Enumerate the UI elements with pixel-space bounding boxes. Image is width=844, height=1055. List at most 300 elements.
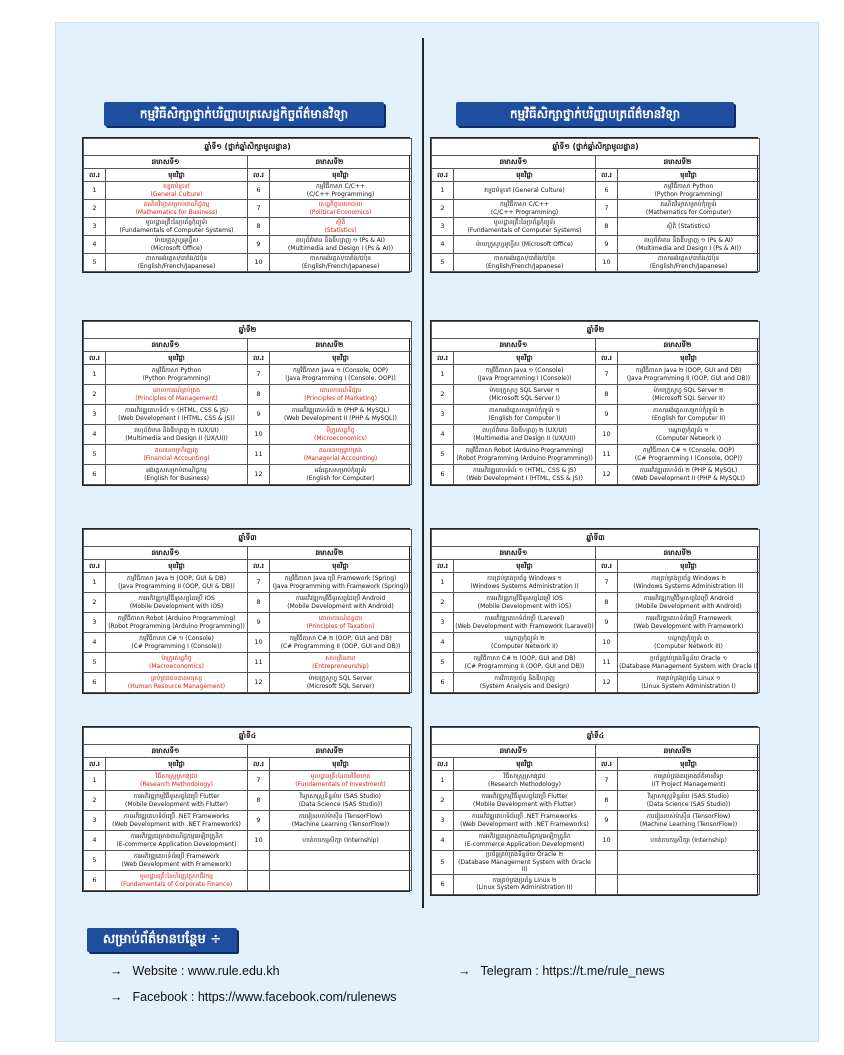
- website-line[interactable]: [110, 964, 280, 978]
- subject-khmer-name: ហាត់ការកម្មសិក្សា (Internship): [302, 836, 379, 844]
- number-header: ល.រ: [432, 352, 454, 365]
- semester-2-header: ឆមាសទី២: [248, 339, 412, 352]
- row-number: 8: [596, 385, 618, 405]
- subject-english-name: (English/French/Japanese): [137, 262, 216, 270]
- subject-khmer-name: មូលដ្ឋានគ្រឹះនៃការវិនិយោគ: [310, 773, 371, 780]
- row-number: 6: [432, 874, 454, 894]
- row-number: 2: [432, 791, 454, 811]
- subject-khmer-name: គោលការណ៍គ្រប់គ្រង: [152, 387, 201, 394]
- subject-khmer-name: សហគ្រិនភាព: [325, 655, 356, 662]
- subject-english-name: (Windows Systems Administration II): [633, 582, 744, 590]
- subject-cell: [270, 593, 412, 613]
- table-row: [84, 811, 412, 831]
- semester-1-header: ឆមាសទី១: [84, 156, 248, 169]
- subject-english-name: (Microsoft SQL Server I): [488, 394, 561, 402]
- subject-cell: [618, 445, 760, 465]
- subject-khmer-name: វិទ្យាសាស្ត្រទិន្នន័យ (SAS Studio): [300, 793, 382, 800]
- subject-khmer-name: ម៉ាយក្រូសូហ្វអូហ្វីស: [154, 237, 199, 244]
- subject-cell: [618, 593, 760, 613]
- subject-english-name: (English for Computer I): [488, 414, 561, 422]
- number-header: ល.រ: [432, 169, 454, 182]
- subject-cell: [454, 771, 596, 791]
- subject-english-name: (Entrepreneurship): [312, 662, 369, 670]
- subject-english-name: (Fundamentals of Computer Systems): [119, 226, 234, 234]
- subject-cell: [454, 851, 596, 875]
- number-header: ល.រ: [432, 560, 454, 573]
- subject-cell: [454, 218, 596, 236]
- subject-english-name: (Web Development with Framework): [633, 622, 744, 630]
- table-row: [84, 254, 412, 272]
- subject-cell: [454, 425, 596, 445]
- subject-english-name: (Web Development I (HTML, CSS & JS)): [466, 474, 583, 482]
- subject-cell: [106, 871, 248, 891]
- subject-cell: [454, 791, 596, 811]
- subject-cell: [106, 633, 248, 653]
- table-row: [84, 791, 412, 811]
- number-header: ល.រ: [596, 758, 618, 771]
- year-title: ឆ្នាំទី៤: [84, 728, 412, 745]
- subject-english-name: (Database Management System with Oracle I): [619, 662, 758, 670]
- year-title: ឆ្នាំទី១ (ថ្នាក់ឆ្នាំសិក្សាមូលដ្ឋាន): [84, 139, 412, 156]
- row-number: 1: [84, 573, 106, 593]
- subject-khmer-name: ភាសាអង់គ្លេស/បារាំង/ជប៉ុន: [145, 255, 208, 262]
- subject-khmer-name: កម្មវិធីភាសា Java ប្រើ Framework (Spring): [284, 575, 397, 582]
- subject-cell: [270, 200, 412, 218]
- row-number: 3: [84, 218, 106, 236]
- row-number: 4: [432, 633, 454, 653]
- row-number: 6: [596, 182, 618, 200]
- row-number: 8: [248, 385, 270, 405]
- subject-header: មុខវិជ្ជា: [270, 758, 412, 771]
- subject-cell: [454, 182, 596, 200]
- number-header: ល.រ: [248, 169, 270, 182]
- number-header: ល.រ: [248, 352, 270, 365]
- subject-cell: [270, 811, 412, 831]
- row-number: [596, 874, 618, 894]
- year-title: ឆ្នាំទី៣: [84, 530, 412, 547]
- subject-cell: [106, 831, 248, 851]
- subject-cell: [106, 445, 248, 465]
- subject-header: មុខវិជ្ជា: [270, 560, 412, 573]
- subject-khmer-name: ពហុព័ត៌មាន និងឌីហ្សាញ ១ (Ps & AI): [643, 237, 734, 244]
- subject-cell: [270, 365, 412, 385]
- subject-english-name: (Microeconomics): [314, 434, 367, 442]
- table-row: [432, 465, 760, 485]
- table-row: [84, 871, 412, 891]
- row-number: 7: [596, 573, 618, 593]
- table-row: [84, 673, 412, 693]
- subject-cell: [106, 182, 248, 200]
- table-row: [432, 593, 760, 613]
- row-number: 5: [84, 254, 106, 272]
- subject-khmer-name: ម៉ាយក្រូសូហ្វ SQL Server ២: [653, 387, 724, 394]
- subject-english-name: (Web Development with .NET Frameworks): [460, 820, 589, 828]
- subject-english-name: (Financial Accounting): [143, 454, 210, 462]
- subject-cell: [270, 573, 412, 593]
- subject-khmer-name: ការអភិវឌ្ឍគេហទំព័រ ២ (PHP & MySQL): [639, 467, 738, 474]
- semester-1-header: ឆមាសទី១: [432, 745, 596, 758]
- row-number: 9: [248, 236, 270, 254]
- subject-english-name: (Web Development II (PHP & MySQL)): [284, 414, 397, 422]
- subject-english-name: (C# Programming II (OOP, GUI and DB)): [280, 642, 401, 650]
- number-header: ល.រ: [432, 758, 454, 771]
- row-number: 1: [84, 365, 106, 385]
- row-number: 2: [84, 791, 106, 811]
- subject-cell: [454, 811, 596, 831]
- table-row: [84, 405, 412, 425]
- subject-khmer-name: កម្មវិធីភាសា C# ១ (Console, OOP): [642, 447, 735, 454]
- row-number: 3: [84, 613, 106, 633]
- row-number: 6: [84, 673, 106, 693]
- row-number: 8: [248, 218, 270, 236]
- subject-english-name: (Java Programming with Framework (Spring)): [272, 582, 409, 590]
- year-title: ឆ្នាំទី១ (ថ្នាក់ឆ្នាំសិក្សាមូលដ្ឋាន): [432, 139, 760, 156]
- subject-cell: [106, 465, 248, 485]
- subject-english-name: (Web Development with Framework (Laravel)): [455, 622, 594, 630]
- row-number: 10: [596, 425, 618, 445]
- subject-khmer-name: គណនេយ្យគ្រប់គ្រង: [318, 447, 363, 454]
- website-text[interactable]: Website : www.rule.edu.kh: [132, 964, 280, 978]
- facebook-line[interactable]: [110, 990, 397, 1004]
- table-row: [432, 771, 760, 791]
- row-number: 3: [432, 218, 454, 236]
- subject-khmer-name: មូលដ្ឋានគ្រឹះនៃហិរញ្ញវត្ថុសាជីវកម្ម: [140, 873, 213, 880]
- table-row: [84, 593, 412, 613]
- subject-khmer-name: ការអភិវឌ្ឍគម្រោងពាណិជ្ជកម្មអេឡិចត្រូនិក: [130, 833, 223, 840]
- year-table: [430, 726, 758, 896]
- subject-header: មុខវិជ្ជា: [454, 352, 596, 365]
- row-number: 6: [84, 465, 106, 485]
- row-number: 3: [432, 405, 454, 425]
- subject-khmer-name: ម៉ាយក្រូសូហ្វអូហ្វីស (Microsoft Office): [476, 240, 573, 248]
- arrow-icon: →: [458, 964, 471, 978]
- number-header: ល.រ: [84, 758, 106, 771]
- year-table: [82, 528, 410, 694]
- semester-2-header: ឆមាសទី២: [248, 156, 412, 169]
- subject-khmer-name: កម្មវិធីភាសា C/C++: [499, 201, 550, 208]
- subject-cell: [106, 613, 248, 633]
- subject-english-name: (Principles of Marketing): [304, 394, 377, 402]
- subject-header: មុខវិជ្ជា: [618, 169, 760, 182]
- row-number: 12: [596, 465, 618, 485]
- table-row: [432, 613, 760, 633]
- table-row: [432, 831, 760, 851]
- subject-khmer-name: ម៉ាយក្រូសូហ្វ SQL Server ១: [489, 387, 560, 394]
- table-row: [432, 254, 760, 272]
- subject-cell: [270, 851, 412, 871]
- subject-cell: [618, 218, 760, 236]
- year-table: [82, 320, 410, 486]
- row-number: 10: [248, 425, 270, 445]
- subject-cell: [270, 465, 412, 485]
- subject-english-name: (Microsoft Office): [150, 244, 203, 252]
- row-number: 1: [84, 182, 106, 200]
- subject-english-name: (Windows Systems Administration I): [470, 582, 579, 590]
- subject-khmer-name: ពហុព័ត៌មាន និងឌីហ្សាញ ១ (Ps & AI): [295, 237, 386, 244]
- subject-cell: [270, 405, 412, 425]
- subject-khmer-name: កម្មវិធីភាសា Python: [151, 367, 202, 374]
- subject-khmer-name: ការអភិវឌ្ឍកម្មវិធីទូរសព្ទដៃប្រើ Android: [295, 595, 386, 602]
- subject-english-name: (C# Programming I (Console)): [131, 642, 222, 650]
- row-number: 8: [596, 791, 618, 811]
- subject-english-name: (English/French/Japanese): [649, 262, 728, 270]
- subject-cell: [106, 425, 248, 445]
- subject-english-name: (Web Development with Framework): [121, 860, 232, 868]
- subject-english-name: (Linux System Administration II): [476, 884, 573, 891]
- subject-header: មុខវិជ្ជា: [618, 352, 760, 365]
- subject-english-name: (Mathematics for Business): [135, 208, 218, 216]
- subject-khmer-name: ការអភិវឌ្ឍគេហទំព័រប្រើ Framework: [133, 853, 220, 860]
- subject-cell: [618, 254, 760, 272]
- subject-english-name: (Statistics): [324, 226, 357, 234]
- subject-khmer-name: ស្ថិតិ: [335, 219, 346, 226]
- subject-english-name: (Database Management System with Oracle II): [458, 858, 591, 873]
- subject-english-name: (Fundamentals of Computer Systems): [467, 226, 582, 234]
- row-number: 9: [596, 405, 618, 425]
- subject-cell: [270, 791, 412, 811]
- row-number: 10: [596, 831, 618, 851]
- subject-cell: [454, 385, 596, 405]
- row-number: 9: [248, 405, 270, 425]
- row-number: 12: [248, 673, 270, 693]
- subject-cell: [270, 445, 412, 465]
- table-row: [432, 425, 760, 445]
- row-number: 1: [84, 771, 106, 791]
- row-number: 7: [596, 365, 618, 385]
- row-number: 6: [432, 673, 454, 693]
- subject-header: មុខវិជ្ជា: [618, 758, 760, 771]
- subject-english-name: (E-commerce Application Development): [464, 840, 585, 848]
- subject-khmer-name: ប្រព័ន្ធគ្រប់គ្រងទិន្នន័យ Oracle ២: [485, 851, 564, 858]
- table-row: [432, 673, 760, 693]
- subject-english-name: (Macroeconomics): [149, 662, 204, 670]
- subject-khmer-name: បណ្ដាញកុំព្យូទ័រ ១: [668, 427, 709, 434]
- subject-cell: [454, 445, 596, 465]
- number-header: ល.រ: [248, 758, 270, 771]
- table-row: [84, 218, 412, 236]
- subject-english-name: (Research Methodology): [140, 780, 213, 788]
- row-number: [596, 851, 618, 875]
- subject-khmer-name: ភាសាអង់គ្លេសសម្រាប់កុំព្យូទ័រ ២: [653, 407, 724, 414]
- semester-2-header: ឆមាសទី២: [596, 547, 760, 560]
- row-number: 8: [248, 593, 270, 613]
- table-row: [432, 182, 760, 200]
- subject-cell: [454, 653, 596, 673]
- subject-khmer-name: ការអភិវឌ្ឍកម្មវិធីទូរសព្ទដៃប្រើ Flutter: [481, 793, 568, 800]
- subject-khmer-name: កម្មវិធីភាសា C/C++: [315, 183, 366, 190]
- row-number: [248, 851, 270, 871]
- subject-english-name: (Computer Network III): [654, 642, 723, 650]
- subject-cell: [270, 831, 412, 851]
- row-number: 12: [596, 673, 618, 693]
- year-title: ឆ្នាំទី២: [432, 322, 760, 339]
- subject-khmer-name: ការវិភាគប្រព័ន្ធ និងឌីហ្សាញ: [494, 675, 555, 682]
- subject-cell: [618, 405, 760, 425]
- subject-cell: [454, 465, 596, 485]
- subject-english-name: (Web Development I (HTML, CSS & JS)): [118, 414, 235, 422]
- row-number: 5: [432, 851, 454, 875]
- table-row: [84, 831, 412, 851]
- row-number: 5: [432, 445, 454, 465]
- subject-cell: [454, 573, 596, 593]
- subject-khmer-name: ការអភិវឌ្ឍគេហទំព័រប្រើ .NET Frameworks: [471, 813, 578, 820]
- subject-khmer-name: ពហុព័ត៌មាន និងឌីហ្សាញ ២ (UX/UI): [482, 427, 567, 434]
- subject-cell: [618, 385, 760, 405]
- subject-english-name: (English/French/Japanese): [301, 262, 380, 270]
- subject-khmer-name: ភាសាអង់គ្លេស/បារាំង/ជប៉ុន: [657, 255, 720, 262]
- telegram-text[interactable]: Telegram : https://t.me/rule_news: [480, 964, 665, 978]
- row-number: 10: [248, 831, 270, 851]
- subject-khmer-name: កម្មវិធីភាសា Java ២ (OOP, GUI and DB): [635, 367, 742, 374]
- subject-khmer-name: ពហុព័ត៌មាន និងឌីហ្សាញ ២ (UX/UI): [134, 427, 219, 434]
- facebook-text[interactable]: Facebook : https://www.facebook.com/rulenews: [132, 990, 397, 1004]
- table-row: [432, 791, 760, 811]
- subject-english-name: (Mobile Development with iOS): [477, 602, 572, 610]
- subject-cell: [106, 573, 248, 593]
- row-number: 4: [84, 831, 106, 851]
- subject-english-name: (C# Programming I (Console, OOP)): [634, 454, 743, 462]
- subject-cell: [106, 254, 248, 272]
- subject-khmer-name: ការអភិវឌ្ឍគេហទំព័រ ១ (HTML, CSS & JS): [124, 407, 229, 414]
- subject-khmer-name: មូលដ្ឋានគ្រឹះនៃប្រព័ន្ធកុំព្យូទ័រ: [493, 219, 556, 226]
- row-number: 6: [84, 871, 106, 891]
- row-number: 10: [596, 633, 618, 653]
- subject-khmer-name: គណិតវិទ្យាសម្រាប់កុំព្យូទ័រ: [660, 201, 717, 208]
- year-table: [430, 320, 758, 486]
- subject-english-name: (E-commerce Application Development): [116, 840, 237, 848]
- subject-english-name: (Linux System Administration I): [641, 682, 736, 690]
- subject-cell: [454, 673, 596, 693]
- subject-english-name: (C/C++ Programming): [490, 208, 559, 216]
- subject-cell: [106, 811, 248, 831]
- number-header: ល.រ: [596, 560, 618, 573]
- table-row: [84, 385, 412, 405]
- subject-cell: [270, 425, 412, 445]
- subject-cell: [454, 831, 596, 851]
- subject-english-name: (Fundamentals of Corporate Finance): [120, 880, 233, 888]
- table-row: [84, 573, 412, 593]
- subject-english-name: (Multimedia and Design I (Ps & AI)): [635, 244, 742, 252]
- year-table: [430, 137, 758, 273]
- table-row: [432, 874, 760, 894]
- subject-english-name: (Web Development II (PHP & MySQL)): [632, 474, 745, 482]
- subject-cell: [454, 405, 596, 425]
- subject-english-name: (Computer Network II): [491, 642, 558, 650]
- subject-header: មុខវិជ្ជា: [270, 352, 412, 365]
- table-row: [84, 633, 412, 653]
- subject-khmer-name: វប្បធម៌ទូទៅ (General Culture): [484, 186, 565, 194]
- row-number: 5: [432, 653, 454, 673]
- subject-cell: [618, 831, 760, 851]
- subject-cell: [618, 200, 760, 218]
- subject-khmer-name: អង់គ្លេសសម្រាប់ពាណិជ្ជកម្ម: [146, 467, 207, 474]
- table-row: [84, 236, 412, 254]
- subject-khmer-name: ស្ថិតិ (Statistics): [666, 222, 711, 230]
- subject-khmer-name: បណ្ដាញកុំព្យូទ័រ ៣: [668, 635, 709, 642]
- subject-khmer-name: គោលការណ៍ពន្ធដារ: [318, 615, 363, 622]
- table-row: [84, 365, 412, 385]
- subject-cell: [270, 236, 412, 254]
- subject-cell: [618, 236, 760, 254]
- row-number: 4: [84, 425, 106, 445]
- column-divider: [422, 38, 424, 908]
- subject-khmer-name: ភាសាអង់គ្លេសសម្រាប់កុំព្យូទ័រ ១: [489, 407, 560, 414]
- subject-header: មុខវិជ្ជា: [106, 560, 248, 573]
- row-number: 5: [432, 254, 454, 272]
- subject-khmer-name: ម៉ាក្រូសេដ្ឋកិច្ច: [161, 655, 192, 662]
- subject-cell: [106, 673, 248, 693]
- subject-english-name: (Java Programming II (OOP, GUI & DB)): [118, 582, 235, 590]
- subject-cell: [270, 385, 412, 405]
- subject-english-name: (English for Business): [144, 474, 209, 482]
- row-number: 9: [248, 613, 270, 633]
- subject-cell: [454, 365, 596, 385]
- subject-english-name: (Multimedia and Design II (UX/UI)): [125, 434, 228, 442]
- row-number: 9: [596, 236, 618, 254]
- subject-khmer-name: កម្មវិធីភាសា C# ២ (OOP, GUI and DB): [473, 655, 576, 662]
- semester-1-header: ឆមាសទី១: [432, 547, 596, 560]
- year-table: [82, 137, 410, 273]
- subject-cell: [106, 653, 248, 673]
- subject-khmer-name: កម្មវិធីភាសា C# ២ (OOP, GUI and DB): [289, 635, 392, 642]
- telegram-line[interactable]: [458, 964, 665, 978]
- subject-khmer-name: ការគ្រប់គ្រងប្រព័ន្ធ Windows ២: [651, 575, 726, 582]
- subject-english-name: (English/French/Japanese): [485, 262, 564, 270]
- arrow-icon: →: [110, 964, 123, 978]
- subject-cell: [618, 633, 760, 653]
- subject-khmer-name: សេដ្ឋកិច្ចនយោបាយ: [318, 201, 363, 208]
- subject-english-name: (Research Methodology): [488, 780, 561, 788]
- subject-khmer-name: កម្មវិធីភាសា Robot (Arduino Programming): [465, 447, 584, 454]
- table-row: [84, 851, 412, 871]
- table-row: [84, 465, 412, 485]
- semester-2-header: ឆមាសទី២: [248, 745, 412, 758]
- subject-english-name: (Java Programming I (Console, OOP)): [285, 374, 396, 382]
- table-row: [84, 613, 412, 633]
- subject-english-name: (General Culture): [150, 190, 203, 198]
- right-program-title: កម្មវិធីសិក្សាថ្នាក់បរិញ្ញាបត្រព័ត៌មានវិទ្យា: [456, 102, 734, 126]
- subject-khmer-name: ការគ្រប់គ្រងប្រព័ន្ធ Linux ១: [656, 675, 721, 682]
- subject-english-name: (Principles of Taxation): [306, 622, 375, 630]
- subject-cell: [270, 254, 412, 272]
- subject-cell: [618, 791, 760, 811]
- row-number: 10: [248, 254, 270, 272]
- left-program-title: កម្មវិធីសិក្សាថ្នាក់បរិញ្ញាបត្រសេដ្ឋកិច្ចព័ត៌មានវិទ្យា: [104, 102, 384, 126]
- row-number: 9: [596, 811, 618, 831]
- subject-header: មុខវិជ្ជា: [106, 169, 248, 182]
- subject-cell: [618, 365, 760, 385]
- semester-1-header: ឆមាសទី១: [84, 339, 248, 352]
- subject-cell: [618, 613, 760, 633]
- subject-english-name: (Mobile Development with iOS): [129, 602, 224, 610]
- number-header: ល.រ: [596, 352, 618, 365]
- table-row: [84, 200, 412, 218]
- subject-cell: [270, 182, 412, 200]
- row-number: 3: [84, 811, 106, 831]
- subject-cell: [618, 573, 760, 593]
- table-row: [432, 653, 760, 673]
- subject-cell: [454, 254, 596, 272]
- subject-english-name: (Mobile Development with Android): [635, 602, 742, 610]
- row-number: 7: [596, 200, 618, 218]
- subject-khmer-name: ហាត់ការកម្មសិក្សា (Internship): [650, 836, 727, 844]
- subject-cell: [454, 236, 596, 254]
- table-row: [432, 365, 760, 385]
- subject-khmer-name: ការអភិវឌ្ឍគេហទំព័រប្រើ .NET Frameworks: [123, 813, 230, 820]
- subject-english-name: (Multimedia and Design I (Ps & AI)): [287, 244, 394, 252]
- row-number: 4: [432, 425, 454, 445]
- row-number: 2: [84, 200, 106, 218]
